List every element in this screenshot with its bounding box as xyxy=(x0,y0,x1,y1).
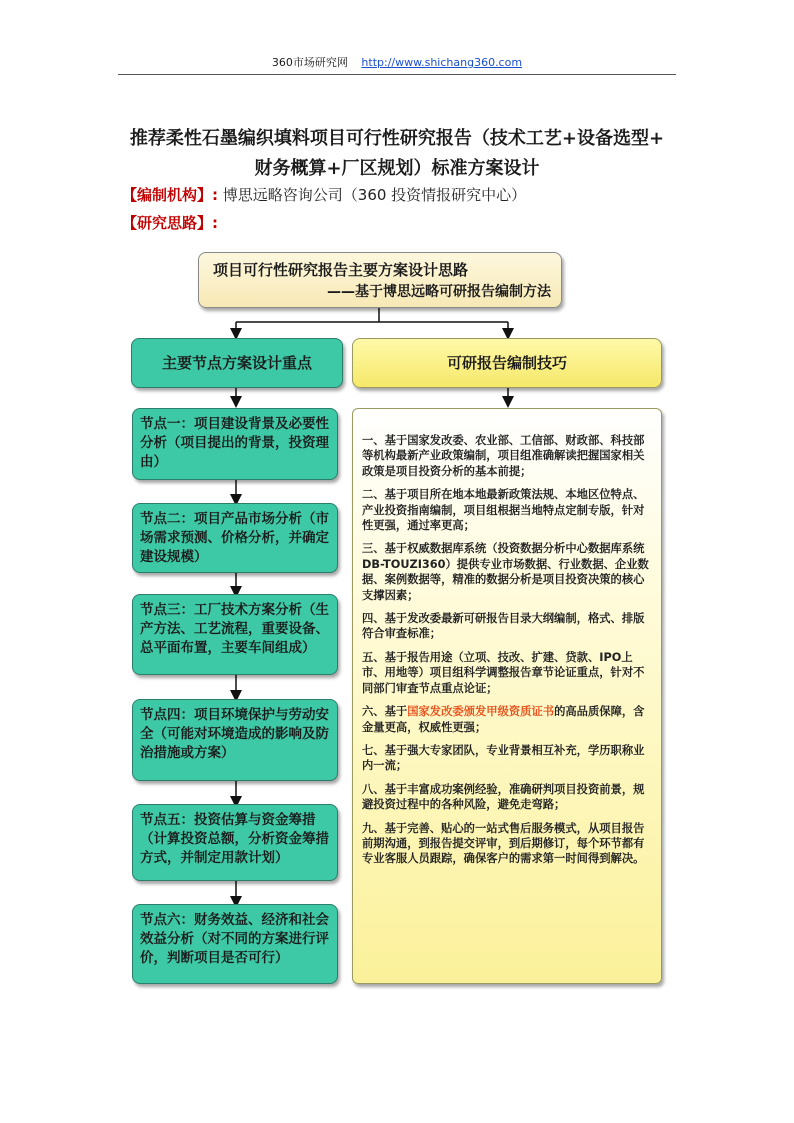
node-2: 节点二：项目产品市场分析（市场需求预测、价格分析，并确定建设规模） xyxy=(132,503,338,573)
title-line-2: 财务概算+厂区规划）标准方案设计 xyxy=(254,158,540,179)
tip-4: 四、基于发改委最新可研报告目录大纲编制，格式、排版符合审查标准； xyxy=(362,612,645,641)
tip-6 xyxy=(362,704,652,735)
tip-7: 七、基于强大专家团队，专业背景相互补充，学历职称业内一流； xyxy=(362,743,645,773)
org-value: 博思远略咨询公司（360 投资情报研究中心） xyxy=(222,186,527,204)
org-row xyxy=(122,184,526,206)
page-header xyxy=(118,52,676,75)
site-name: 360市场研究网 xyxy=(271,56,348,69)
approach-title: 项目可行性研究报告主要方案设计思路 xyxy=(213,261,469,279)
tip-1: 一、基于国家发改委、农业部、工信部、财政部、科技部等机构最新产业政策编制，项目组准确解读把握国家相关政策是项目投资分析的基本前提； xyxy=(362,434,645,478)
tip-9: 九、基于完善、贴心的一站式售后服务模式，从项目报告前期沟通，到报告提交评审，到后期修订，每个环节都有专业客服人员跟踪，确保客户的需求第一时间得到解决。 xyxy=(362,821,645,866)
tip-6-suffix: 的高品质保障，含金量更高，权威性更强； xyxy=(362,705,645,734)
node-4: 节点四：项目环境保护与劳动安全（可能对环境造成的影响及防治措施或方案） xyxy=(132,699,338,781)
approach-subtitle: ——基于博思远略可研报告编制方法 xyxy=(327,284,551,300)
tip-6-highlight: 国家发改委颁发甲级资质证书 xyxy=(407,705,555,719)
tip-2: 二、基于项目所在地本地最新政策法规、本地区位特点、产业投资指南编制，项目组根据当地特点定制专版，针对性更强，通过率更高； xyxy=(362,488,645,533)
nodes-header: 主要节点方案设计重点 xyxy=(131,338,343,388)
site-link[interactable]: http://www.shichang360.com xyxy=(361,56,523,69)
node-6: 节点六：财务效益、经济和社会效益分析（对不同的方案进行评价，判断项目是否可行） xyxy=(132,904,338,984)
tip-6-prefix: 六、基于 xyxy=(362,705,408,719)
tips-header: 可研报告编制技巧 xyxy=(352,338,662,388)
node-3: 节点三：工厂技术方案分析（生产方法、工艺流程，重要设备、总平面布置，主要车间组成） xyxy=(132,594,338,675)
tip-5: 五、基于报告用途（立项、技改、扩建、贷款、IPO上市、用地等）项目组科学调整报告章节论证重点，针对不同部门审查节点重点论证； xyxy=(362,650,645,695)
node-5: 节点五：投资估算与资金筹措（计算投资总额，分析资金筹措方式，并制定用款计划） xyxy=(132,804,338,881)
tip-8: 八、基于丰富成功案例经验，准确研判项目投资前景，规避投资过程中的各种风险，避免走弯路； xyxy=(362,782,645,812)
org-label: 【编制机构】: xyxy=(122,186,218,204)
tip-3: 三、基于权威数据库系统（投资数据分析中心数据库系统DB-TOUZI360）提供专业市场数据、行业数据、企业数据、案例数据等，精准的数据分析是项目投资决策的核心支撑因素； xyxy=(362,542,649,602)
approach-label: 【研究思路】: xyxy=(122,214,218,232)
approach-row xyxy=(122,212,218,234)
approach-title-box xyxy=(198,252,562,308)
title-line-1: 推荐柔性石墨编织填料项目可行性研究报告（技术工艺+设备选型+ xyxy=(129,128,665,149)
report-title xyxy=(110,124,684,184)
tips-box xyxy=(352,408,662,984)
node-1: 节点一：项目建设背景及必要性分析（项目提出的背景，投资理由） xyxy=(132,408,338,480)
